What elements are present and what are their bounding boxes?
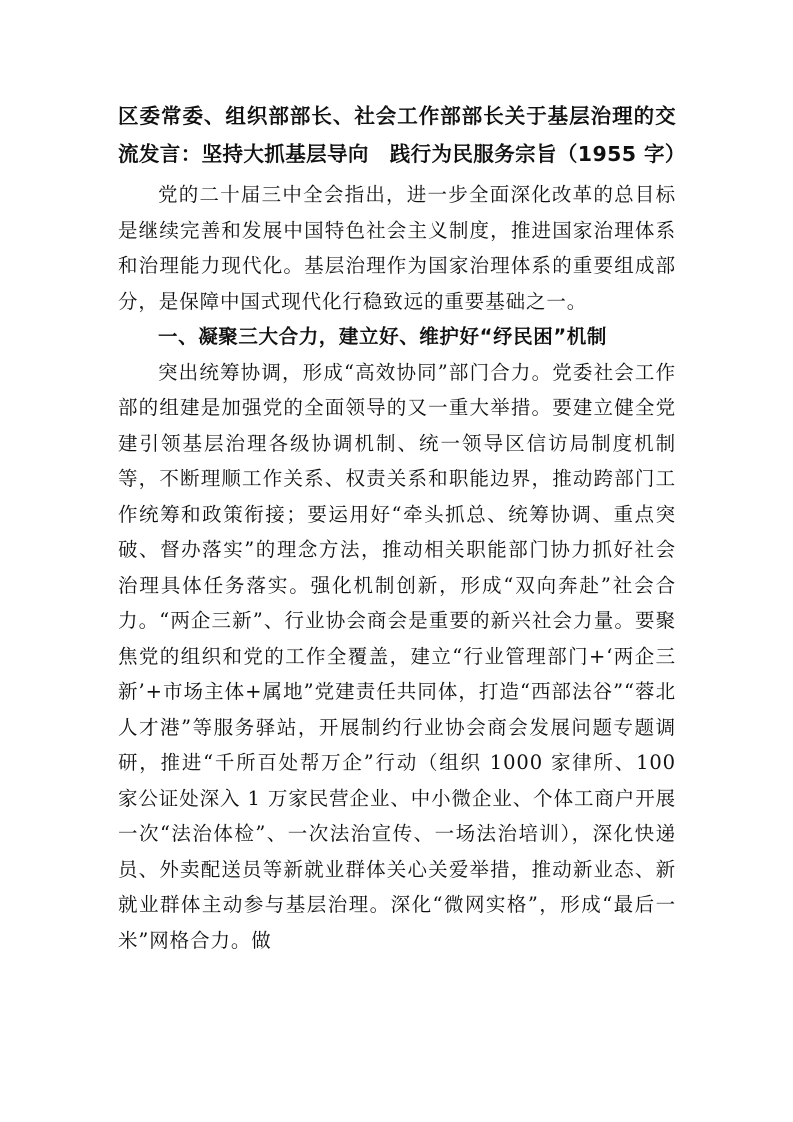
- title-line-1: 区委常委、组织部部长、社会工作部部长关于基层治理的交: [118, 104, 676, 128]
- document-page: [118, 98, 686, 958]
- intro-paragraph: 党的二十届三中全会指出，进一步全面深化改革的总目标是继续完善和发展中国特色社会主义制度，推进国家治理体系和治理能力现代化。基层治理作为国家治理体系的重要组成部分，是保障中国式现代化行稳致远的重要基础之一。: [118, 183, 676, 313]
- title-line-2: 流发言：坚持大抓基层导向 践行为民服务宗旨（1955 字）: [118, 141, 686, 166]
- document-title: [118, 98, 686, 173]
- section-heading: 一、凝聚三大合力，建立好、维护好“纾民困”机制: [158, 325, 607, 348]
- body-paragraph: 突出统筹协调，形成“高效协同”部门合力。党委社会工作部的组建是加强党的全面领导的又一重大举措。要建立健全党建引领基层治理各级协调机制、统一领导区信访局制度机制等，不断理顺工作关系、权责关系和职能边界，推动跨部门工作统筹和政策衔接；要运用好“牵头抓总、统筹协调、重点突破、督办落实”的理念方法，推动相关职能部门协力抓好社会治理具体任务落实。强化机制创新，形成“双向奔赴”社会合力。“两企三新”、行业协会商会是重要的新兴社会力量。要聚焦党的组织和党的工作全覆盖，建立“行业管理部门+‘两企三新’+市场主体+属地”党建责任共同体，打造“西部法谷”“蓉北人才港”等服务驿站，开展制约行业协会商会发展问题专题调研，推进“千所百处帮万企”行动（组织 1000 家律所、100 家公证处深入 1 万家民营企业、中小微企业、个体工商户开展一次“法治体检”、一次法治宣传、一场法治培训），深化快递员、外卖配送员等新就业群体关心关爱举措，推动新业态、新就业群体主动参与基层治理。深化“微网实格”，形成“最后一米”网格合力。做: [118, 360, 676, 952]
